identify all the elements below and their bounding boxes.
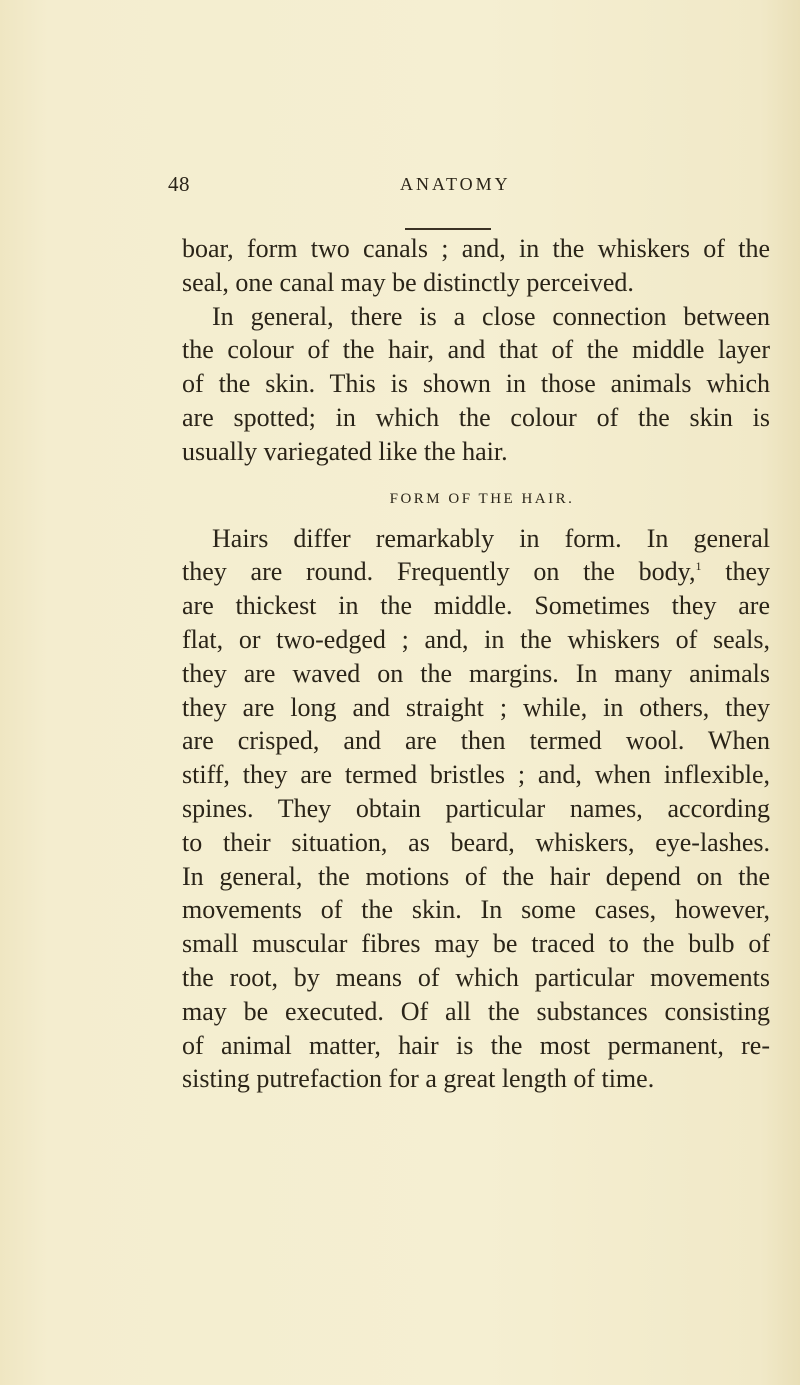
header-rule: [405, 228, 491, 230]
text-line: boar, form two canals ; and, in the whiskers of the: [182, 234, 770, 263]
text-line: of the skin. This is shown in those animals which: [182, 369, 770, 399]
text-line: usually variegated like the hair.: [182, 436, 508, 466]
text-fragment: they: [701, 557, 770, 587]
text-line: are spotted; in which the colour of the skin is: [182, 402, 770, 432]
text-fragment: they are round. Frequently on the body,: [182, 557, 696, 587]
text-line: to their situation, as beard, whiskers, eye-lashes.: [182, 827, 770, 857]
paragraph-first-line: In general, there is a close connection between: [212, 301, 770, 331]
text-line-with-footnote: [182, 555, 770, 589]
text-line: movements of the skin. In some cases, however,: [182, 895, 770, 925]
page-number: 48: [168, 172, 190, 196]
text-line: In general, the motions of the hair depend on the: [182, 861, 770, 891]
text-line: sisting putrefaction for a great length of time.: [182, 1064, 655, 1094]
paragraph-first-line: Hairs differ remarkably in form. In general: [212, 523, 770, 553]
footnote-marker: 1: [695, 559, 702, 574]
running-head: ANATOMY: [400, 174, 511, 194]
body-text: [182, 232, 770, 1096]
text-line: stiff, they are termed bristles ; and, when inflexible,: [182, 760, 770, 790]
text-line: flat, or two-edged ; and, in the whiskers of seals,: [182, 624, 770, 654]
text-line: spines. They obtain particular names, according: [182, 793, 770, 823]
text-line: may be executed. Of all the substances consisting: [182, 996, 770, 1026]
text-line: small muscular fibres may be traced to the bulb of: [182, 929, 770, 959]
section-heading: FORM OF THE HAIR.: [389, 490, 575, 507]
text-line: they are waved on the margins. In many animals: [182, 658, 770, 688]
text-line: seal, one canal may be distinctly perceived.: [182, 267, 634, 297]
text-line: the colour of the hair, and that of the middle layer: [182, 335, 770, 365]
text-line: the root, by means of which particular movements: [182, 962, 770, 992]
text-line: are crisped, and are then termed wool. When: [182, 726, 770, 756]
text-line: they are long and straight ; while, in others, they: [182, 692, 770, 722]
page-header: [0, 172, 800, 202]
text-line: of animal matter, hair is the most permanent, re-: [182, 1030, 770, 1060]
text-line: are thickest in the middle. Sometimes they are: [182, 591, 770, 621]
